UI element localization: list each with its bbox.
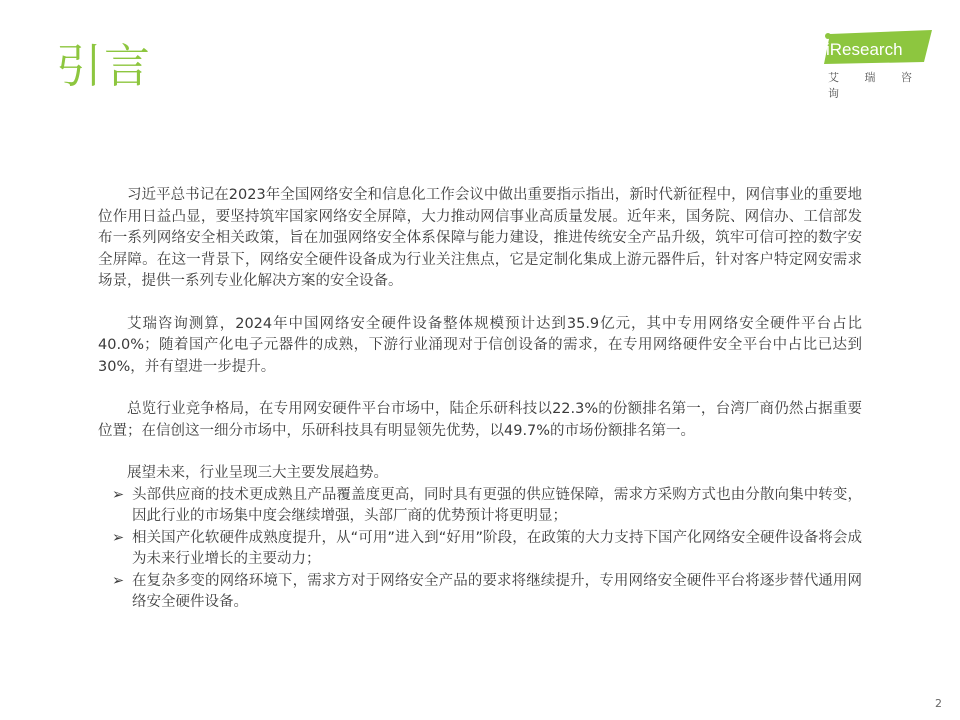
arrow-bullet-icon: ➢ bbox=[112, 529, 125, 546]
intro-paragraph-outlook: 展望未来，行业呈现三大主要发展趋势。 bbox=[127, 465, 388, 481]
intro-paragraph-policy: 习近平总书记在2023年全国网络安全和信息化工作会议中做出重要指示指出，新时代新征程中，网信事业的重要地位作用日益凸显，要坚持筑牢国家网络安全屏障，大力推动网信事业高质量发展。近年来，国务院、网信办、工信部发布一系列网络安全相关政策，旨在加强网络安全体系保障与能力建设，推进传统安全产品升级，筑牢可信可控的数字安全屏障。在这一背景下，网络安全硬件设备成为行业关注焦点，它是定制化集成上游元器件后，针对客户特定网安需求场景，提供一系列专业化解决方案的安全设备。 bbox=[98, 187, 862, 289]
trend-list bbox=[98, 485, 862, 614]
intro-paragraph-market-size: 艾瑞咨询测算，2024年中国网络安全硬件设备整体规模预计达到35.9亿元，其中专用网络安全硬件平台占比40.0%；随着国产化电子元器件的成熟，下游行业涌现对于信创设备的需求，在专用网络硬件安全平台中占比已达到30%，并有望进一步提升。 bbox=[98, 315, 862, 375]
trend-text: 在复杂多变的网络环境下，需求方对于网络安全产品的要求将继续提升，专用网络安全硬件平台将逐步替代通用网络安全硬件设备。 bbox=[132, 572, 862, 610]
intro-paragraph-competition: 总览行业竞争格局，在专用网安硬件平台市场中，陆企乐研科技以22.3%的份额排名第一，台湾厂商仍然占据重要位置；在信创这一细分市场中，乐研科技具有明显领先优势，以49.7%的市场份额排名第一。 bbox=[98, 401, 862, 439]
arrow-bullet-icon: ➢ bbox=[112, 572, 125, 589]
trend-text: 头部供应商的技术更成熟且产品覆盖度更高，同时具有更强的供应链保障，需求方采购方式也由分散向集中转变，因此行业的市场集中度会继续增强，头部厂商的优势预计将更明显； bbox=[132, 486, 862, 524]
trend-item bbox=[98, 528, 862, 571]
logo-brand-text: iResearch bbox=[826, 40, 903, 59]
arrow-bullet-icon: ➢ bbox=[112, 486, 125, 503]
logo-subtitle: 艾 瑞 咨 询 bbox=[828, 71, 923, 100]
iresearch-logo bbox=[820, 30, 935, 100]
trend-text: 相关国产化软硬件成熟度提升，从“可用”进入到“好用”阶段，在政策的大力支持下国产化网络安全硬件设备将会成为未来行业增长的主要动力； bbox=[132, 529, 862, 567]
page-title: 引言 bbox=[56, 39, 152, 93]
trend-item bbox=[98, 571, 862, 614]
page-number: 2 bbox=[935, 697, 942, 710]
iresearch-logo-mark bbox=[820, 30, 935, 66]
intro-body bbox=[98, 185, 862, 614]
trend-item bbox=[98, 485, 862, 528]
